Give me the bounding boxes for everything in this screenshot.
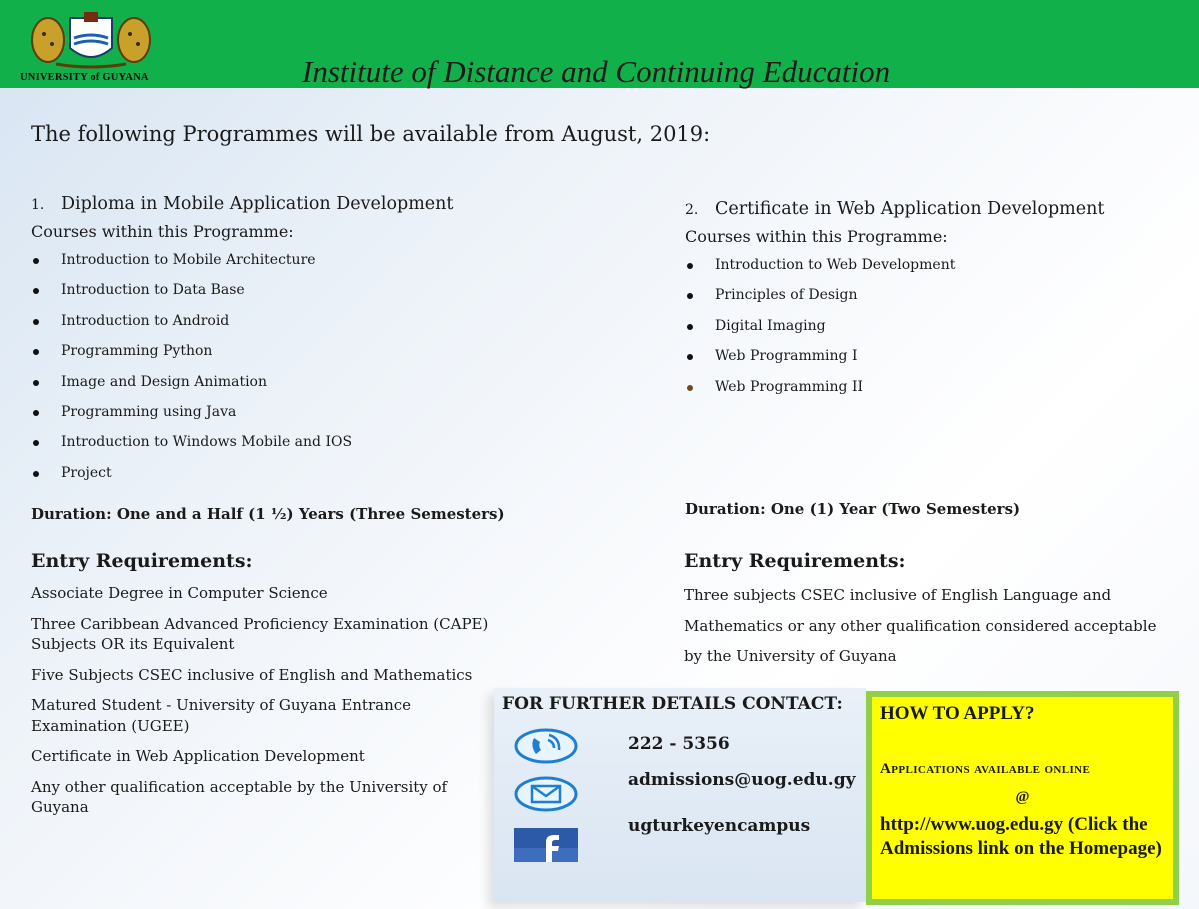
phone-icon [514, 728, 578, 764]
programme-number: 2. [685, 202, 699, 218]
requirement-item: Three Caribbean Advanced Proficiency Examination (CAPE) Subjects OR its Equivalent [31, 614, 489, 653]
contact-panel [494, 688, 866, 902]
course-item: Programming using Java [31, 397, 501, 427]
bullet-icon [33, 380, 39, 386]
course-item: Introduction to Windows Mobile and IOS [31, 427, 501, 457]
duration-text: Duration: One and a Half (1 ½) Years (Three Semesters) [31, 505, 505, 523]
programme-name: Diploma in Mobile Application Development [61, 194, 454, 214]
course-list [31, 245, 501, 488]
bullet-icon [33, 319, 39, 325]
course-item: Web Programming I [685, 341, 1155, 371]
university-crest-icon [26, 8, 156, 70]
programme-1 [31, 194, 501, 488]
requirement-item: Three subjects CSEC inclusive of English Language and Mathematics or any other qualification considered acceptable by the University of Guyana [684, 586, 1157, 665]
course-item: Introduction to Data Base [31, 275, 501, 305]
course-item: Digital Imaging [685, 311, 1155, 341]
bullet-icon [687, 293, 693, 299]
course-item: Introduction to Android [31, 306, 501, 336]
programme-title [685, 199, 1155, 219]
apply-subheading: Applications available online [880, 761, 1091, 777]
apply-heading: HOW TO APPLY? [880, 703, 1035, 724]
bullet-icon [687, 263, 693, 269]
bullet-icon [33, 410, 39, 416]
course-item: Project [31, 458, 501, 488]
programme-number: 1. [31, 197, 45, 213]
requirement-item: Matured Student - University of Guyana Entrance Examination (UGEE) [31, 696, 412, 735]
courses-heading: Courses within this Programme: [31, 222, 294, 241]
requirements-list [31, 583, 493, 818]
course-item: Principles of Design [685, 280, 1155, 310]
bullet-icon [687, 324, 693, 330]
email-icon [514, 776, 578, 812]
contact-email-link[interactable]: admissions@uog.edu.gy [628, 770, 856, 790]
course-item: Introduction to Mobile Architecture [31, 245, 501, 275]
page-title: Institute of Distance and Continuing Education [302, 54, 891, 89]
courses-heading: Courses within this Programme: [685, 227, 948, 246]
course-item: Programming Python [31, 336, 501, 366]
bullet-icon [33, 440, 39, 446]
apply-website-link[interactable]: http://www.uog.edu.gy (Click the Admissions link on the Homepage) [880, 814, 1162, 859]
contact-facebook: ugturkeyencampus [628, 816, 811, 836]
logo-caption: UNIVERSITY of GUYANA [20, 72, 149, 83]
bullet-icon [33, 471, 39, 477]
bullet-icon [687, 385, 693, 391]
facebook-icon [514, 828, 578, 862]
requirement-item: Associate Degree in Computer Science [31, 584, 328, 602]
course-item: Web Programming II [685, 372, 1155, 402]
programme-name: Certificate in Web Application Development [715, 199, 1105, 219]
duration-text: Duration: One (1) Year (Two Semesters) [685, 500, 1021, 518]
requirement-item: Any other qualification acceptable by the University of Guyana [31, 777, 448, 816]
requirement-item: Five Subjects CSEC inclusive of English and Mathematics [31, 665, 473, 684]
header-banner [0, 0, 1199, 88]
contact-heading: FOR FURTHER DETAILS CONTACT: [502, 694, 843, 714]
course-item: Image and Design Animation [31, 367, 501, 397]
programme-title [31, 194, 501, 214]
course-list [685, 250, 1155, 402]
programme-2 [685, 199, 1155, 402]
contact-phone: 222 - 5356 [628, 734, 730, 754]
course-item: Introduction to Web Development [685, 250, 1155, 280]
bullet-icon [33, 288, 39, 294]
apply-at-symbol: @ [1015, 789, 1030, 805]
how-to-apply-panel [866, 691, 1179, 905]
entry-requirements-heading: Entry Requirements: [684, 550, 906, 572]
entry-requirements-heading: Entry Requirements: [31, 550, 253, 572]
intro-text: The following Programmes will be available from August, 2019: [31, 122, 711, 146]
bullet-icon [33, 349, 39, 355]
bullet-icon [687, 354, 693, 360]
bullet-icon [33, 258, 39, 264]
requirement-item: Certificate in Web Application Development [31, 747, 365, 765]
